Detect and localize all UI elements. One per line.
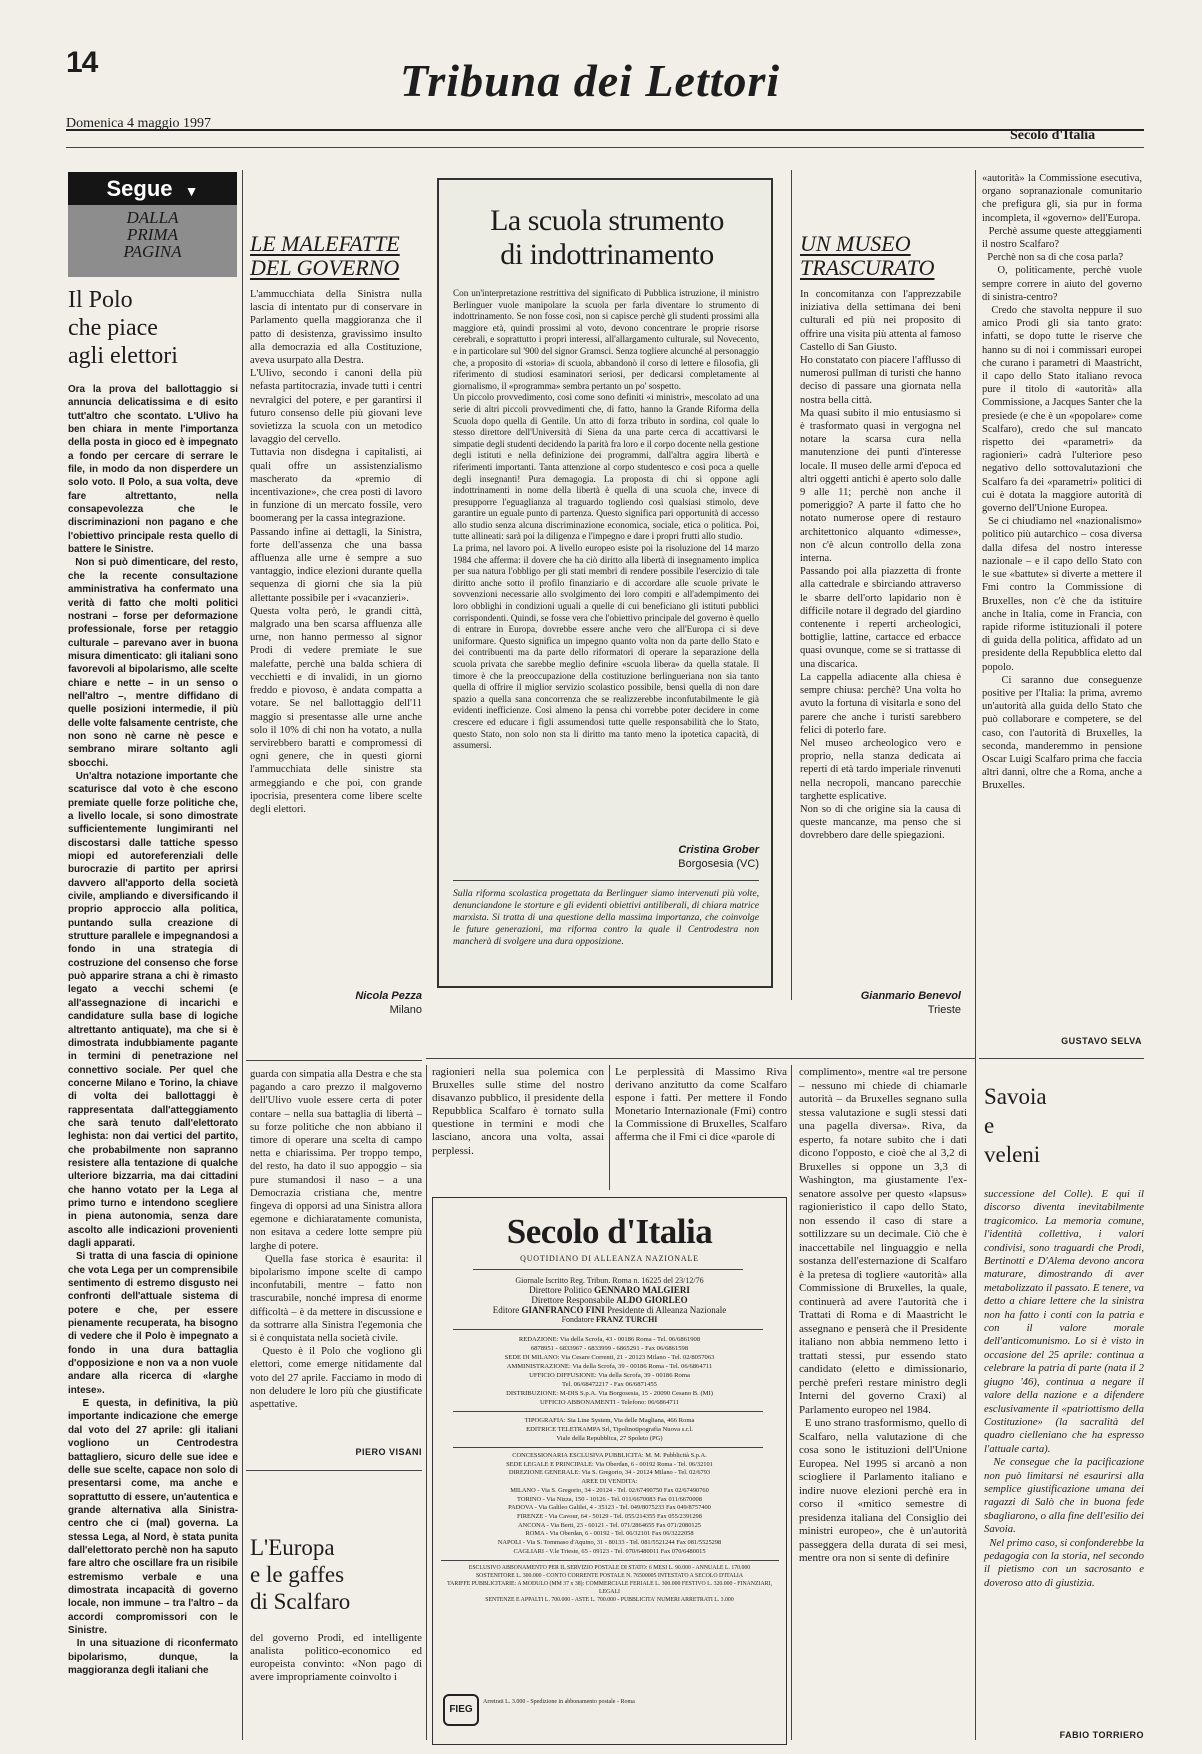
band-rule-col2 bbox=[246, 1060, 422, 1061]
europa-col5: complimento», mentre «al tre persone – nessuno mi chiede di chiamarle autorità – da Bruxelles segnano sulla stessa valutazione e sugli stessi dati una pagella diversa». Riva, da esperto, fa notare subito che i dati dicono l'opposto, e cioè che al 3,2 di Bruxelles si oppone un 3,3 di Washington, ma giustamente l'ex-senatore assolve per questo «lapsus» ragionieristico il capo dello Stato, non essendo il caso di stare a sottilizzare su un decimale. Ciò che è inaccettabile nel linguaggio e nella sostanza dell'esternazione di Scalfaro è la pretesa di togliere «autorità» alla Commissione di Bruxelles, la quale, continuerà ad avere l'autorità che i Trattati di Roma e di Maastricht le assegnano e penserà che il Presidente italiano non abbia nemmeno letto i trattati stessi, pur essendo stato candidato (eletto e dimissionario, perchè preferì restare ministro degli Interni del governo Craxi) al Parlamento europeo nel 1984. E uno strano trasformismo, quello di Scalfaro, nella valutazione di che cosa sono le istituzioni dell'Unione Europea. Nel 1995 si arcanò a non sciogliere il Parlamento italiano e indire nuove elezioni perchè era in corso il «mitico semestre di presidenza italiana del Consiglio dei ministri europeo», che è un'autorità passeggera della durata di sei mesi, mentre ora non si sente di definire bbox=[799, 1066, 968, 1564]
paper-name: Secolo d'Italia bbox=[1010, 128, 1096, 143]
section-title: Tribuna dei Lettori bbox=[400, 55, 781, 106]
malefatte-city: Milano bbox=[389, 1004, 422, 1016]
masthead-rule-3 bbox=[453, 1411, 763, 1412]
masthead-publisher-role: Presidente di Alleanza Nazionale bbox=[607, 1305, 727, 1315]
masthead-advertising: CONCESSIONARIA ESCLUSIVA PUBBLICITA: M. M. Pubblicità S.p.A. SEDE LEGALE E PRINCIPALE: Via Oberdan, 6 - 00192 Roma - Tel. 06/32101 DIREZIONE GENERALE: Via S. Gregorio, 34 - 20124 Milano - Tel. 02/6793 AREE DI VENDITA: MILANO - Via S. Gregorio, 34 - 20124 - Tel. 02/67490750 Fax 02/67490760 TORINO - Via Nizza, 150 - 10126 - Tel. 011/6670083 Fax 011/6670008 PADOVA - Via Galileo Galilei, 4 - 35123 - Tel. 049/8075233 Fax 049/8757400 FIRENZE - Via Cavour, 64 - 50129 - Tel. 055/214355 Fax 055/2391298 ANCONA - Via Berti, 23 - 60121 - Tel. 071/2864655 Fax 071/2080125 ROMA - Via Oberdan, 6 - 00192 - Tel. 06/32101 Fax 06/3222058 NAPOLI - Via S. Tommaso d'Aquino, 31 - 80133 - Tel. 081/5521244 Fax 081/5525298 CAGLIARI - V.le Trieste, 65 - 09123 - Tel. 070/6480011 Fax 070/6480015 bbox=[497, 1452, 722, 1555]
museo-body: In concomitanza con l'apprezzabile iniziativa della settimana dei beni culturali ed più nei proposito di offrire una visita più attenta al famoso Castello di San Giusto. Ho constatato con piacere l'afflusso di numerosi pullman di turisti che hanno deciso di passare una giornata nella nostra bella città. Ma quasi subito il mio entusiasmo si è trasformato quasi in vergogna nel notare la scarsa cura nella manutenzione dei punti d'interesse locale. Il museo delle armi d'epoca ed altri oggetti antichi è aperto solo dalle 9 alle 11; perchè non anche il pomeriggio? A parte il fatto che ho notato numerose opere di restauro architettonico alquanto «dimesse», non c'è alcun controllo della zona interna. Passando poi alla piazzetta di fronte alla cattedrale e sbirciando attraverso le sbarre dell'orto lapidario non è difficile notare il degrado del giardino contenente i reperti archeologici, bottiglie, lattine, cartacce ed erbacce quasi ovunque, come se si trattasse di una discarica. La cappella adiacente alla chiesa è sempre chiusa: perchè? Una volta ho avuto la fortuna di visitarla e sono del parere che anche i turisti sarebbero felici di poterlo fare. Nel museo archeologico vero e proprio, nella stanza dedicata ai reperti di età tardo imperiale rinvenuti nella necropoli, mancano parecchie targhette esplicative. Non so di che origine sia la causa di queste mancanze, ma penso che si dovrebbero dare delle spiegazioni. bbox=[800, 289, 961, 842]
scuola-note: Sulla riforma scolastica progettata da Berlinguer siamo intervenuti più volte, denunciandone le storture e gli evidenti obiettivi antiliberali, di chiara matrice marxista. Si tratta di una questione della massima importanza, che coinvolge le future generazioni, ma riforma contro la quale il Centrodestra non mancherà di svolgere una dura opposizione. bbox=[453, 888, 762, 947]
savoia-rule bbox=[979, 1058, 1144, 1059]
col-rule-6 bbox=[791, 1065, 792, 1740]
page-date: Domenica 4 maggio 1997 bbox=[66, 116, 212, 131]
savoia-headline: Savoia e veleni bbox=[984, 1084, 1047, 1167]
masthead-offices: REDAZIONE: Via della Scrofa, 43 - 00186 Roma - Tel. 06/6861908 6878951 - 6833967 - 6833999 - 6865291 - Fax 06/6861598 SEDE DI MILANO: Via Cesare Correnti, 21 - 20123 Milano - Tel. 02/8057063 AMMINISTRAZIONE: Via della Scrofa, 39 - 00186 Roma - Tel. 06/6864711 UFFICIO DIFFUSIONE: Via della Scrofa, 39 - 00186 Roma Tel. 06/68472217 - Fax 06/6871455 DISTRIBUZIONE: M-DIS S.p.A. Via Borgosesia, 15 - 20090 Cesano B. (MI) UFFICIO ABBONAMENTI - Telefono: 06/6864711 bbox=[504, 1336, 715, 1406]
lead-body: Ora la prova del ballottaggio si annuncia delicatissima e di esito tutt'altro che scontato. L'Ulivo ha ben chiara in mente l'importanza della posta in gioco ed è impegnato a fondo per cercare di serrare le file, in modo da non disperdere un solo voto. Il Polo, a sua volta, deve fare altrettanto, nella consapevolezza che le discriminazioni non pagano e che l'obiettivo principale resta quello di battere le Sinistre. Non si può dimenticare, del resto, che la recente consultazione amministrativa ha confermato una verità di fatto che molti politici nostrani – forse per deformazione professionale, forse per retaggio culturale – parevano aver in buona misura dimenticato: gli italiani sono favorevoli al bipolarismo, alle scelte chiare e nette – in un senso o nell'altro –, mentre diffidano di quelle posizioni intermedie, il più delle volte falsamente centriste, che non sono nè carne nè pesce e sembrano mirare soltanto agli sbocchi. Un'altra notazione importante che scaturisce dal voto è che escono premiate quelle forze politiche che, a livello locale, si sono dimostrate sufficientemente lungimiranti nel discostarsi dalle tattiche spesso miopi ed autoreferenziali delle burocrazie di partito per aprirsi davvero all'apporto della società civile, ampliando e diversificando il proprio approccio alla politica, puntando sulla creazione di strutture parallele e impegnandosi a fondo in una strategia di costruzione del consenso che forse può apparire strana a chi è rimasto legato a vecchi schemi (e all'assegnazione di incarichi e candidature sulla base di logiche altrettanto antiquate), ma che si è dimostrata indubbiamente pagante in termini di penetrazione nel connettivo sociale. Per quel che concerne Milano e Torino, la chiave di volta dei ballottaggi è rappresentata dall'atteggiamento che sarà tenuto dall'elettorato leghista: non dai vertici del partito, che probabilmente non sapranno resistere alla tentazione di qualche ulteriore bizzarria, ma dai cittadini che hanno votato per la Lega al primo turno e intendono scegliere in piena autonomia, senza dare ascolto alle indicazioni provenienti dagli apparati. Si tratta di una fascia di opinione che vota Lega per un comprensibile sentimento di estremo disgusto nei confronti dell'attuale sistema di potere e che, per essere pienamente recuperata, ha bisogno di vedere che il Polo è impegnato a fondo in una dura battaglia d'opposizione e non va a non vuole andare alla ricerca di «larghe intese». E questa, in definitiva, la più importante indicazione che emerge dal voto del 27 aprile: gli italiani vogliono un Centrodestra battagliero, sicuro delle sue idee e delle sue scelte, capace non solo di presentarsi come, ma anche e soprattutto di essere, un'autentica e grande alternativa alla Sinistra-centro che ci (mal) governa. La stessa Lega, al Nord, è stata punita dall'elettorato perchè non ha saputo fare altro che oscillare fra un risibile estremismo verbale e una dimostrata incapacità di governo locale, non immune – tra l'altro – da accordi compromissori con le Sinistre. In una situazione di riconfermato bipolarismo, dunque, la maggioranza degli italiani che bbox=[68, 384, 238, 1676]
triangle-down-icon: ▼ bbox=[184, 183, 199, 199]
masthead-resp: ALDO GIORLEO bbox=[616, 1295, 688, 1305]
band-rule bbox=[426, 1058, 976, 1059]
scuola-headline: La scuola strumento di indottrinamento bbox=[490, 204, 724, 271]
col-rule-1 bbox=[242, 170, 243, 1740]
masthead-resp-line bbox=[433, 1295, 786, 1305]
scuola-author: Cristina Grober bbox=[678, 844, 759, 856]
savoia-body: successione del Colle). E qui il discorso diventa inevitabilmente tragicomico. La memoria comune, l'identità collettiva, i valori condivisi, sono traguardi che Prodi, Bertinotti e D'Alema devono ancora maturare, dimostrando di aver metabolizzato il passato. E tenere, va detto a chiare lettere che la sinistra non ha fatto i conti con la patria e con il valore morale dell'anticomunismo. Lo si è visto in occasione del 25 aprile: continua a celebrare la patria di parte (nata il 2 giugno '46), continua a negare il valore della nazione e a difendere esclusivamente il «patriottismo della Costituzione» (la sacralità del quadro cielleniano che ha espresso l'attuale carta). Ne consegue che la pacificazione non può limitarsi né esaurirsi alla semplice giustificazione umana dei ragazzi di Salò che in buona fede sbagliarono, o alla fine dell'esilio dei Savoia. Nel primo caso, si confonderebbe la pedagogia con la storia, nel secondo il pietismo con un sacrosanto e doveroso atto di giustizia. bbox=[984, 1188, 1144, 1589]
museo-city: Trieste bbox=[927, 1004, 961, 1016]
europa-col4-lower: Le perplessità di Massimo Riva derivano anzitutto da come Scalfaro espone i fatti. Per mettere il Fondo Monetario Internazionale (Fmi) contro la Commissione di Bruxelles, Scalfaro afferma che il Fmi ci dice «parole di bbox=[615, 1066, 790, 1144]
europa-col3-bottom: del governo Prodi, ed intelligente analista politico-economico ed europeista convinto: «Non pago di avere impropriamente coinvolto i bbox=[250, 1632, 425, 1683]
fieg-logo: FIEG bbox=[443, 1694, 479, 1726]
masthead-publisher-label: Editore bbox=[492, 1305, 520, 1315]
scuola-note-rule bbox=[453, 880, 759, 881]
col-rule-5 bbox=[609, 1065, 610, 1190]
masthead-publisher: GIANFRANCO FINI bbox=[521, 1305, 605, 1315]
header-rule-thin bbox=[66, 147, 1144, 148]
malefatte-author: Nicola Pezza bbox=[355, 990, 422, 1002]
europa-rule bbox=[246, 1470, 422, 1471]
masthead-box bbox=[432, 1197, 787, 1745]
masthead-resp-label: Direttore Responsabile bbox=[531, 1295, 615, 1305]
savoia-author: FABIO TORRIERO bbox=[1059, 1730, 1144, 1740]
masthead-director-label: Direttore Politico bbox=[529, 1285, 592, 1295]
europa-headline: L'Europa e le gaffes di Scalfaro bbox=[250, 1535, 351, 1614]
header-rule bbox=[66, 129, 1144, 131]
col-rule-2 bbox=[426, 1065, 427, 1740]
masthead-rule-2 bbox=[453, 1329, 763, 1330]
scuola-city: Borgosesia (VC) bbox=[678, 858, 759, 870]
museo-rubric: UN MUSEO TRASCURATO bbox=[800, 231, 935, 280]
masthead-founder-label: Fondatore bbox=[561, 1315, 594, 1324]
scuola-body: Con un'interpretazione restrittiva del significato di Pubblica istruzione, il ministro Berlinguer vuole manipolare la scuola per farla diventare lo strumento di indottrinamento. Se non fosse così, non si capisce perchè gli studenti prossimi alla maggiore età, quindi prossimi al voto, devono concentrare le proprie risorse cerebrali, e soprattutto i propri interessi, all'allargamento culturale, sul Novecento, e in particolare sul '900 del signor Gramsci. Senza togliere alcunché al personaggio che, a proposito di «storia» di scuola, abbandonò il corso di lettere e filosofia, gli riferimento di studiosi esaminatori seriosi, per dedicarsi completamente al giornalismo, il «programma» sembra pertanto un po' sospetto. Un piccolo provvedimento, così come sono definiti «i ministri», mescolato ad una serie di altri piccoli provvedimenti che, di fatto, hanno la Grande Riforma della Scuola dopo quella di Gentile. Un atto di forza tributo in sordina, col quale lo stesso direttore dell'Università di Siena da una parte cerca di accattivarsi le simpatie degli studenti decidendo la parità fra loro e il corpo docente nella gestione degli istituti e nella definizione dei programmi, dall'altra aggira libertà e riferimenti importanti. Tanta attenzione al corpo studentesco e così poca a quelle degli insegnanti! Pura demagogia. La proposta di chi si oppone agli indottrinamenti in nome della libertà è quella di una scuola che, invece di presupporre l'eguaglianza al traguardo togliendo così qualsiasi stimolo, deve garantire un eguale punto di partenza. Questo significa pari opportunità di accesso allo studio senza alcuna discriminazione economica, sociale, etica o politica. Poi, tutte allineati: sarà poi la diligenza e l'impegno e dare i propri frutti allo studio. La prima, nel lavoro poi. A livello europeo esiste poi la risoluzione del 14 marzo 1984 che afferma: il dovere che ha ciò diritto alla libertà di insegnamento implica per sua natura l'obbligo per gli stati membri di rendere possibile l'esercizio di tale diritto anche sotto il profilo finanziario e di accordare alle scuole private le sovvenzioni necessarie allo svolgimento dei loro compiti e all'adempimento dei loro obblighi in condizioni uguali a quelle di cui beneficiano gli istituti pubblici corrispondenti. Quindi, se fosse vera che l'obiettivo principale del governo è quello di entrare in Europa, dovrebbe essere anche vero che all'Europa ci si deve uniformare. Questo significa un impegno quanto volta non da parte dello Stato e dei contribuenti ma da parte dello riformatori di operare la separazione della scuola privata che sarebbe meglio definire «scuola libera» da quella statale. Il timore è che la preoccupazione della costituzione berlingueriana non sia tanto quella di offrire il miglior servizio scolastico possibile, bensì quella di non dare spazio a quella sana concorrenza che se realizzerebbe inconfutabilmente le già evidenti inefficienze. Così almeno la pensa chi vorrebbe poter decidere in come crescere ed educare i figli assumendosi tutte quelle responsabilità che lo Stato, questo Stato, non solo non sta li diritto ma tanto meno la ipotetica capacità, di assumersi. bbox=[453, 288, 760, 751]
malefatte-rubric: LE MALEFATTE DEL GOVERNO bbox=[250, 231, 400, 280]
masthead-subtitle: QUOTIDIANO DI ALLEANZA NAZIONALE bbox=[520, 1254, 699, 1263]
col-rule-4 bbox=[975, 170, 976, 1740]
masthead-rule bbox=[473, 1269, 743, 1270]
masthead-director-line bbox=[433, 1285, 786, 1295]
masthead-rule-5 bbox=[441, 1560, 779, 1561]
masthead-registration: Giornale Iscritto Reg. Tribun. Roma n. 16225 del 23/12/76 bbox=[515, 1276, 704, 1285]
segue-label: Segue bbox=[106, 176, 173, 201]
masthead-title: Secolo d'Italia bbox=[506, 1212, 713, 1251]
scalfaro-top-body: «autorità» la Commissione esecutiva, organo sopranazionale comunitario che prefigura gli, sia pur in forma incompleta, il «governo» dell'Europa. Perchè assume queste atteggiamenti il nostro Scalfaro? Perchè non sa di che cosa parla? O, politicamente, perchè vuole sempre correre in aiuto del governo di sinistra-centro? Credo che stavolta neppure il suo amico Prodi gli sia tanto grato: infatti, se dopo tutte le riserve che hanno su di noi i commissari europei che curano i parametri di Maastricht, il capo dello Stato italiano revoca pure il titolo di «autorità» alla Commissione, a Jacques Santer che la presiede (e che è un «popolare» come Scalfaro), credo che sul mancato rispetto dei «parametri» da ragionieri» cadrà l'ulteriore peso negativo dello sottovalutazioni che Scalfaro fa dei «parametri» politici di cui è dotata la maggiore autorità di governo dell'Unione Europea. Se ci chiudiamo nel «nazionalismo» politico più autarchico – cosa diversa dalla difesa del nostro interesse nazionale – e il capo dello Stato con le sue «battute» si diverte a mettere il Fmi contro la Commissione di Bruxelles, non c'è che da istituire anche in Italia, come in Francia, con rapide riforme istituzionali il potere di guida della politica, affidato ad un presidente della Repubblica eletto dal popolo. Ci saranno due conseguenze positive per l'Italia: la prima, avremo un'autorità alla guida dello Stato che può collaborare e competere, se del caso, con l'autorità di Bruxelles, la seconda, manderemmo in pensione Oscar Luigi Scalfaro prima che faccia altri danni, oltre che a Roma, anche a Bruxelles. bbox=[982, 173, 1143, 792]
lead-author: PIERO VISANI bbox=[355, 1447, 422, 1457]
masthead-fine-print: ESCLUSIVO ABBONAMENTO PER IL SERVIZIO POSTALE DI STATO: 6 MESI L. 90.000 - ANNUALE L. 170.000 SOSTENITORE L. 300.000 - CONTO CORRENTE POSTALE N. 76500005 INTESTATO A SECOLO D'ITALIA TARIFFE PUBBLICITARIE: A MODULO (MM 37 x 38): COMMERCIALE FERIALE L. 300.000 FESTIVO L. 320.000 - FINANZIARI, LEGALI SENTENZE E APPALTI L. 700.000 - ASTE L. 700.000 - PUBBLICITA' NUMERI ARRETRATI L. 3.000 bbox=[447, 1565, 772, 1603]
scalfaro-top-author: GUSTAVO SELVA bbox=[1061, 1036, 1142, 1046]
masthead-sigla: Arretrati L. 3.000 - Spedizione in abbonamento postale - Roma bbox=[483, 1699, 635, 1705]
masthead-director: GENNARO MALGIERI bbox=[594, 1285, 690, 1295]
museo-author: Gianmario Benevol bbox=[860, 990, 961, 1002]
masthead-printing: TIPOGRAFIA: Sia Line System, Via delle Magliana, 466 Roma EDITRICE TELETRAMPA Srl, Tipolinotipografia Nuova s.r.l. Viale della Repubblica, 27 Spoleto (PG) bbox=[524, 1417, 695, 1442]
lead-continuation: guarda con simpatia alla Destra e che sta pagando a caro prezzo il malgoverno dell'Ulivo vuole essere certa di poter contare – nella sua battaglia di libertà – su forze politiche che non abbiano il timore di operare una scelta di campo netta e chiarissima. Per troppo tempo, del resto, ha dato il suo appoggio – sia pure stumandosi il naso – a una Democrazia cristiana che, mentre fingeva di opporsi ad una Sinistra allora egemone e dichiaratamente comunista, non esitava a cedere lotte sempre più larghe di potere. Quella fase storica è esaurita: il bipolarismo impone scelte di campo inconfutabili, mentre – fatto non trascurabile, nonché impresa di enorme difficoltà – è da mettere in discussione e da sottrarre alla Sinistra l'egemonia che si è conquistata nella società civile. Questo è il Polo che vogliono gli elettori, come emerge nitidamente dal voto del 27 aprile. Facciamo in modo di non deludere le loro più che giustificate aspettative. bbox=[250, 1069, 422, 1411]
masthead-founder: FRANZ TURCHI bbox=[596, 1315, 658, 1324]
masthead-publisher-line bbox=[433, 1305, 786, 1315]
masthead-rule-4 bbox=[453, 1447, 763, 1448]
europa-col3-lower: ragionieri nella sua polemica con Bruxelles sulle stime del nostro disavanzo pubblico, il presidente della Repubblica Scalfaro è tornato sulla questione in termini e modi che lasciano, ancora una volta, assai perplessi. bbox=[432, 1066, 607, 1157]
scuola-box bbox=[437, 178, 773, 988]
col-rule-3 bbox=[791, 170, 792, 1000]
segue-box bbox=[68, 172, 237, 205]
malefatte-body: L'ammucchiata della Sinistra nulla lascia di intentato pur di conservare in Parlamento quella maggioranza che il patto di desistenza, gravissimo insulto alla democrazia ed alla Costituzione, aveva usurpato alla Destra. L'Ulivo, secondo i canoni della più nefasta partitocrazia, invade tutti i centri nevralgici del potere, e per garantirsi il futuro consenso delle più giovani leve sovietizza la scuola con un metodico lavaggio del cervello. Tuttavia non disdegna i capitalisti, ai quali offre un assistenzialismo mascherato da «premio di incentivazione», che crea posti di lavoro in funzione di un mercato fossile, vero boomerang per la cassa integrazione. Passando infine ai dettagli, la Sinistra, forte dell'assenza che una bassa affluenza alle urne è sempre a suo vantaggio, indice elezioni durante quella sequenza di giorni che sia la più allettante possibile per i «vacanzieri». Questa volta però, le grandi città, malgrado una ben scarsa affluenza alle urne, non hanno permesso al signor Prodi di vedere premiate le sue malefatte, perchè una balda schiera di vecchietti e di invalidi, in un giorno freddo e piovoso, è andata compatta a votare. Se nel ballottaggio dell'11 maggio si presentasse alle urne anche solo il 10% di chi non ha votato, a nulla servirebbero baratti e compromessi di ogni genere, che in questi giorni l'ammucchiata delle sinistre sta armeggiando e che poi, con grande ipocrisia, presentera come libere scelte degli elettori. bbox=[250, 289, 422, 815]
segue-subtitle: DALLA PRIMA PAGINA bbox=[68, 205, 237, 277]
masthead-founder-line bbox=[433, 1315, 786, 1324]
lead-headline: Il Polo che piace agli elettori bbox=[68, 287, 178, 369]
page-number: 14 bbox=[66, 46, 98, 79]
